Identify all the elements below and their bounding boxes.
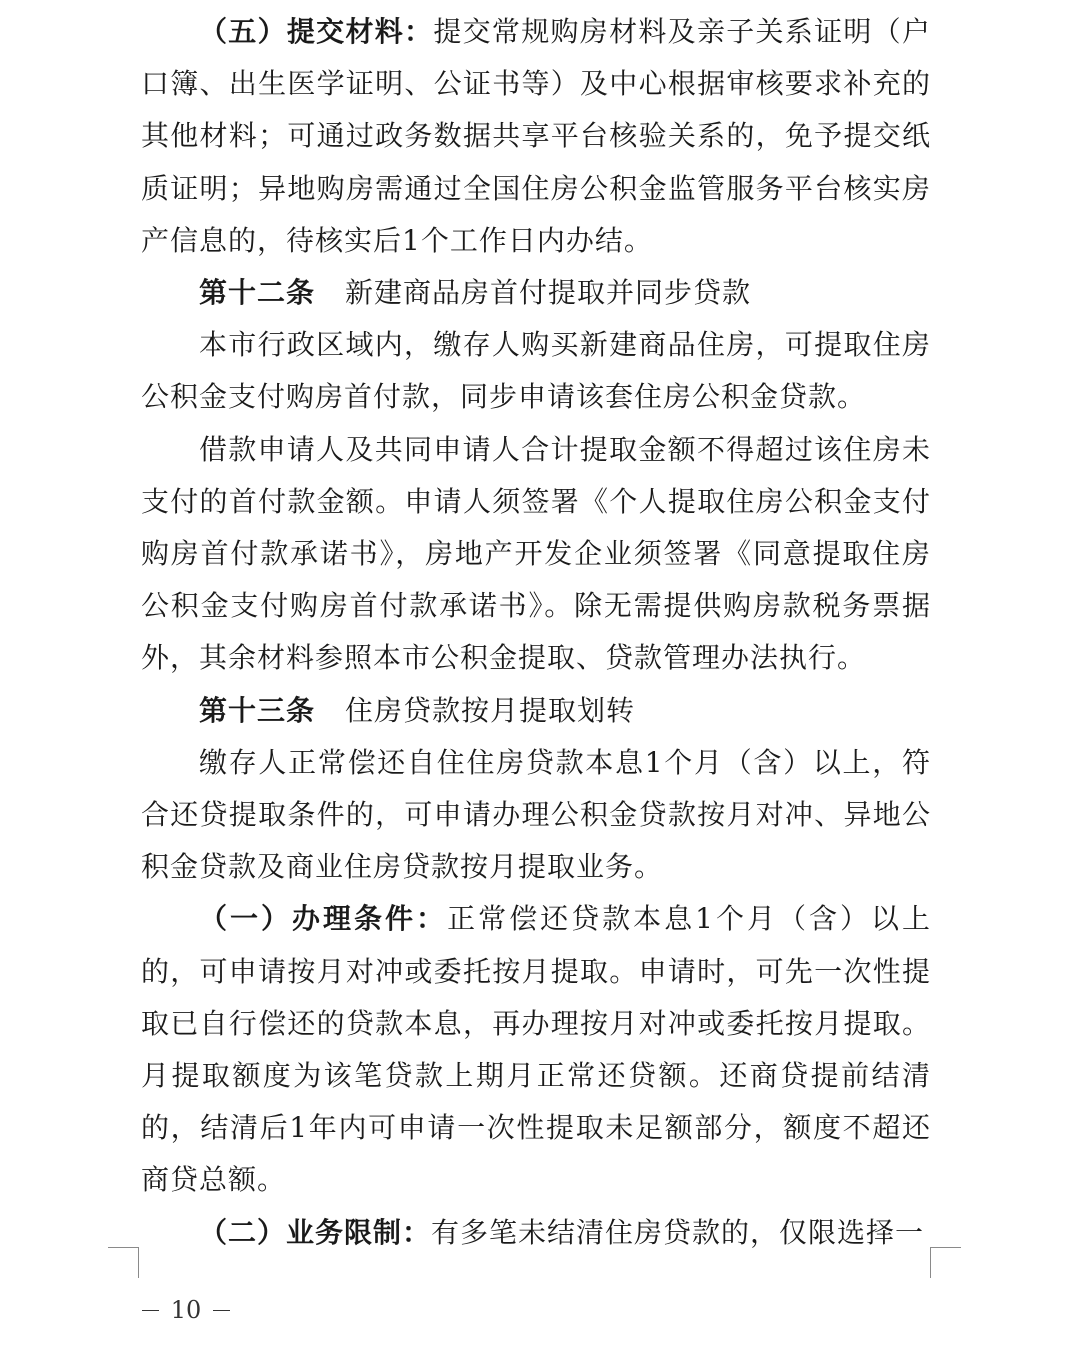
top-right-crop-mark bbox=[932, 0, 962, 1]
article-13-heading bbox=[141, 685, 931, 737]
clause-text: 正常偿还贷款本息1个月（含）以上的，可申请按月对冲或委托按月提取。申请时，可先一次性提取已自行偿还的贷款本息，再办理按月对冲或委托按月提取。月提取额度为该笔贷款上期月正常还贷额。还商贷提前结清的，结清后1年内可申请一次性提取未足额部分，额度不超还商贷总额。 bbox=[141, 902, 931, 1197]
clause-text: 有多笔未结清住房贷款的，仅限选择一 bbox=[431, 1215, 925, 1249]
article-title: 新建商品房首付提取并同步贷款 bbox=[345, 276, 752, 310]
article-12-heading bbox=[141, 267, 931, 319]
clause-text: 提交常规购房材料及亲子关系证明（户口簿、出生医学证明、公证书等）及中心根据审核要求补充的其他材料；可通过政务数据共享平台核验关系的，免予提交纸质证明；异地购房需通过全国住房公积金监管服务平台核实房产信息的，待核实后1个工作日内办结。 bbox=[141, 15, 931, 257]
paragraph-article-12-limits: 借款申请人及共同申请人合计提取金额不得超过该住房未支付的首付款金额。申请人须签署《个人提取住房公积金支付购房首付款承诺书》，房地产开发企业须签署《同意提取住房公积金支付购房首付款承诺书》。除无需提供购房款税务票据外，其余材料参照本市公积金提取、贷款管理办法执行。 bbox=[141, 432, 931, 675]
page-number-dash-left bbox=[142, 1310, 159, 1311]
article-number: 第十三条 bbox=[199, 693, 316, 727]
article-title: 住房贷款按月提取划转 bbox=[345, 693, 636, 727]
clause-heading: （五）提交材料： bbox=[199, 15, 434, 48]
page-number-dash-right bbox=[213, 1310, 230, 1311]
clause-heading: （一）办理条件： bbox=[199, 902, 448, 936]
paragraph-article-13-scope: 缴存人正常偿还自住住房贷款本息1个月（含）以上，符合还贷提取条件的，可申请办理公积金贷款按月对冲、异地公积金贷款及商业住房贷款按月提取业务。 bbox=[141, 745, 931, 884]
paragraph-conditions bbox=[141, 893, 931, 1206]
top-left-crop-mark bbox=[110, 0, 140, 1]
bottom-right-crop-mark bbox=[930, 1247, 961, 1278]
page-number-value: 10 bbox=[170, 1296, 202, 1324]
document-body bbox=[141, 6, 931, 1259]
bottom-left-crop-mark bbox=[108, 1247, 139, 1278]
page-number bbox=[142, 1292, 242, 1328]
clause-heading: （二）业务限制： bbox=[199, 1215, 432, 1249]
paragraph-restrictions bbox=[141, 1207, 931, 1259]
paragraph-article-12-scope: 本市行政区域内，缴存人购买新建商品住房，可提取住房公积金支付购房首付款，同步申请该套住房公积金贷款。 bbox=[141, 328, 931, 414]
paragraph-submit-materials bbox=[141, 6, 931, 267]
article-number: 第十二条 bbox=[199, 276, 316, 310]
